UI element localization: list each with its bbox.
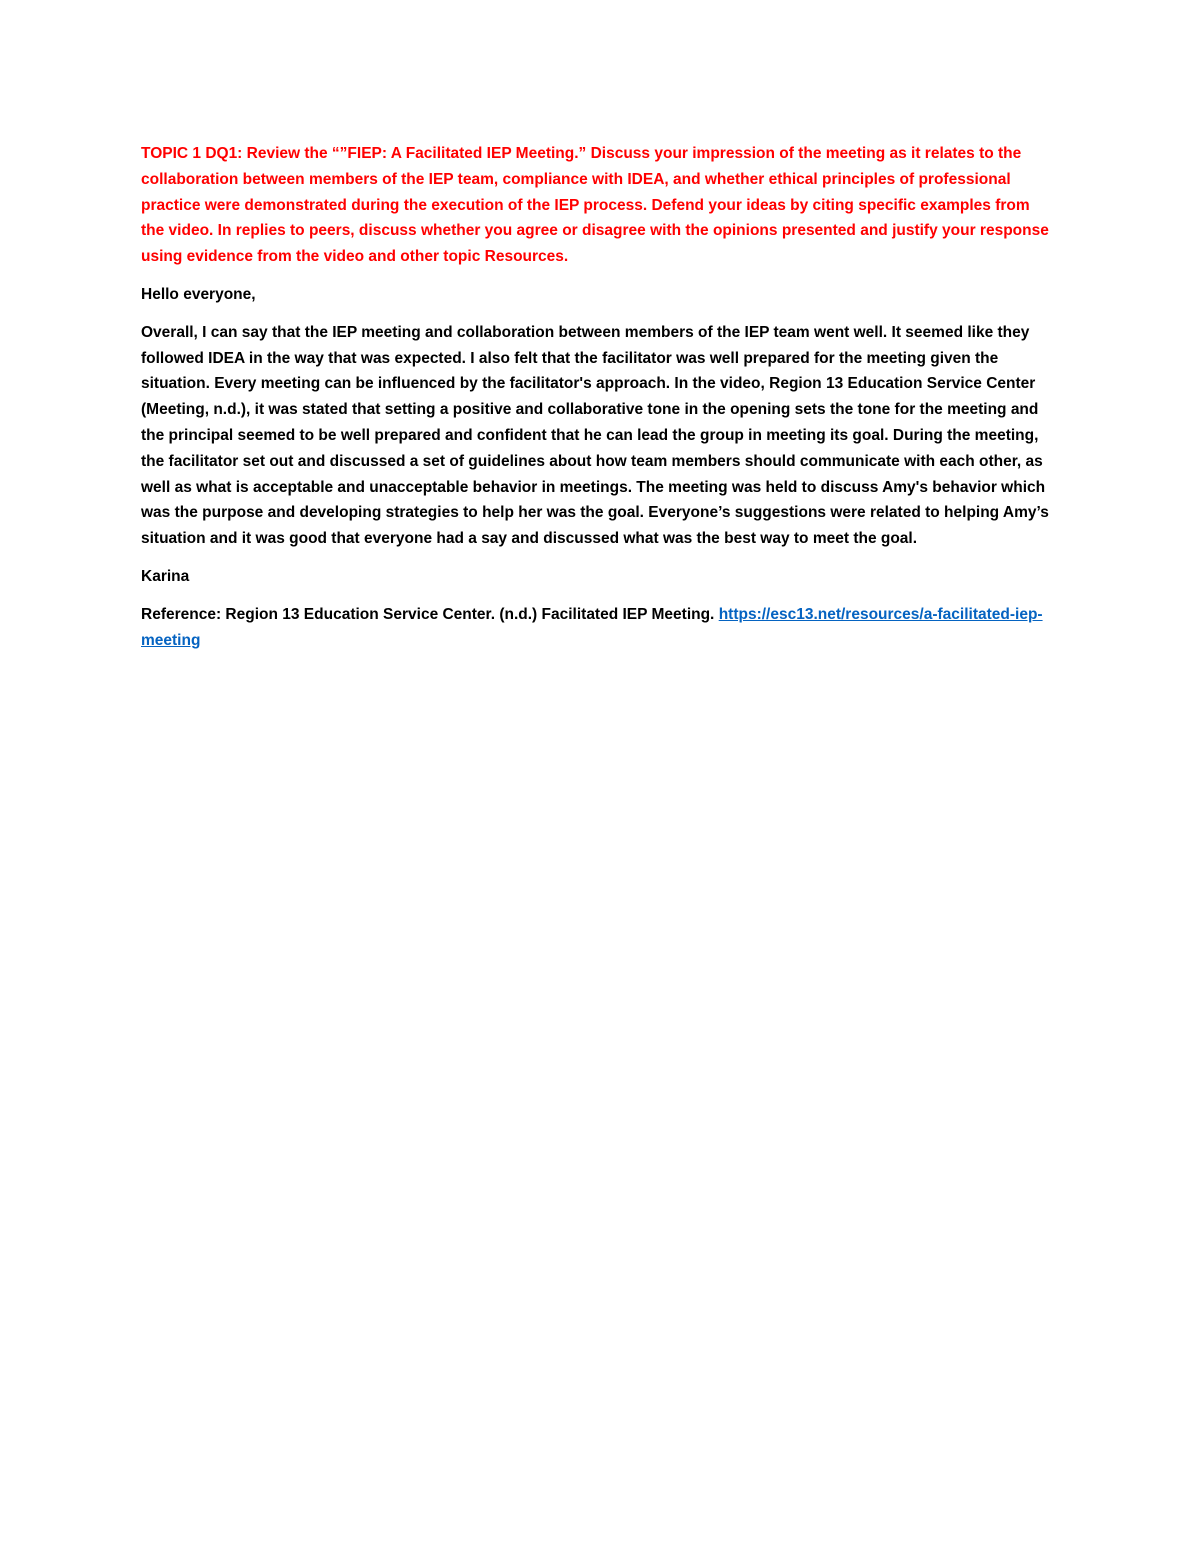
signature: Karina	[141, 567, 190, 585]
document-content	[141, 141, 1056, 665]
greeting: Hello everyone,	[141, 285, 256, 303]
reference-text: Reference: Region 13 Education Service Center. (n.d.) Facilitated IEP Meeting.	[141, 605, 715, 623]
response-body: Overall, I can say that the IEP meeting and collaboration between members of the IEP team went well. It seemed like they followed IDEA in the way that was expected. I also felt that the facilitator was well prepared for the meeting given the situation. Every meeting can be influenced by the facilitator's approach. In the video, Region 13 Education Service Center (Meeting, n.d.), it was stated that setting a positive and collaborative tone in the opening sets the tone for the meeting and the principal seemed to be well prepared and confident that he can lead the group in meeting its goal. During the meeting, the facilitator set out and discussed a set of guidelines about how team members should communicate with each other, as well as what is acceptable and unacceptable behavior in meetings. The meeting was held to discuss Amy's behavior which was the purpose and developing strategies to help her was the goal. Everyone’s suggestions were related to helping Amy’s situation and it was good that everyone had a say and discussed what was the best way to meet the goal.	[141, 323, 1049, 548]
reference-link[interactable]: https://esc13.net/resources/a-facilitated-iep-meeting	[141, 605, 1043, 649]
reference-paragraph	[141, 602, 1056, 654]
discussion-prompt: TOPIC 1 DQ1: Review the “”FIEP: A Facilitated IEP Meeting.” Discuss your impression of the meeting as it relates to the collaboration between members of the IEP team, compliance with IDEA, and whether ethical principles of professional practice were demonstrated during the execution of the IEP process. Defend your ideas by citing specific examples from the video. In replies to peers, discuss whether you agree or disagree with the opinions presented and justify your response using evidence from the video and other topic Resources.	[141, 145, 1049, 266]
